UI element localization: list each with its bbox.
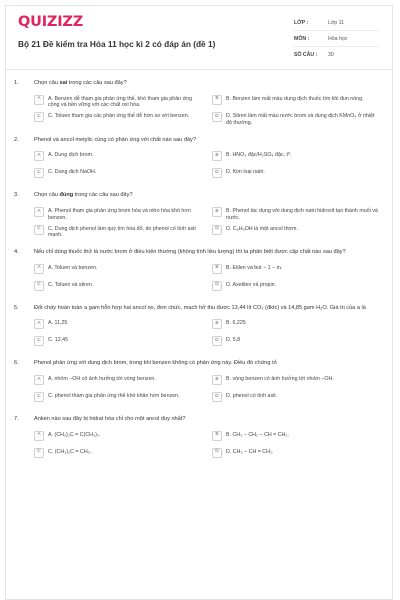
option-checkbox[interactable]: B (212, 264, 222, 274)
answer-option[interactable] (212, 281, 380, 295)
option-text: B. Benzen làm mất màu dung dịch thuốc tím khi đun nóng. (226, 95, 364, 102)
option-text: B. Phenol tác dụng với dung dịch natri hidroxit tạo thành muối và nước. (226, 207, 378, 221)
question-text-part: Anken nào sau đây bị hidrat hóa chỉ cho một ancol duy nhất? (34, 415, 186, 422)
question-header (14, 360, 380, 368)
question-text (34, 305, 380, 313)
answer-option[interactable] (212, 168, 380, 182)
option-checkbox[interactable]: C (34, 336, 44, 346)
option-text: B. HNO₃ đặc/H₂SO₄ đặc, t⁰. (226, 152, 292, 159)
answer-option[interactable] (34, 431, 202, 445)
option-text: C. Toluen tham gia các phản ứng thế dễ hơn so với benzen. (48, 113, 190, 120)
option-checkbox[interactable]: A (34, 264, 44, 274)
option-checkbox[interactable]: D (212, 112, 222, 122)
option-text: D. 5,8 (226, 337, 241, 344)
option-checkbox[interactable]: C (34, 281, 44, 291)
question-emphasis: đúng (59, 192, 74, 199)
meta-row-subject (294, 31, 378, 47)
option-checkbox[interactable]: D (212, 336, 222, 346)
option-text: C. Dung dịch NaOH. (48, 169, 97, 176)
answer-option[interactable] (212, 431, 380, 445)
meta-value: Hóa học (328, 35, 348, 42)
question-text-part: Chọn câu (34, 80, 60, 86)
meta-value: Lớp 11 (328, 19, 344, 26)
option-checkbox[interactable]: D (212, 168, 222, 178)
question-number: 3. (14, 192, 19, 199)
option-text: C. Toluen và stiren. (48, 281, 94, 288)
option-text: B. Etilen và but − 1 − in. (226, 264, 283, 271)
question-item (14, 192, 380, 239)
option-text: D. Stiren làm mất màu nước brom và dung dịch KMnO₄ ở nhiệt độ thường. (226, 113, 375, 126)
question-item (14, 249, 380, 295)
question-text-part: trong các câu sau đây? (73, 192, 133, 199)
question-text (34, 416, 380, 424)
answer-option[interactable] (212, 336, 380, 350)
option-text: A. Dung dịch brom. (48, 152, 94, 159)
option-text: C. Dung dịch phenol làm quỳ tím hóa đỏ, do phenol có tính axit mạnh. (48, 225, 196, 239)
option-checkbox[interactable]: D (212, 281, 222, 291)
answer-options (14, 319, 380, 350)
option-checkbox[interactable]: B (212, 319, 222, 329)
answer-option[interactable] (34, 112, 202, 127)
question-header (14, 80, 380, 88)
worksheet-title: Bộ 21 Đề kiểm tra Hóa 11 học kì 2 có đáp án (đề 1) (18, 39, 216, 49)
meta-value: 30 (328, 52, 334, 58)
option-text: A. Phenol tham gia phản ứng brom hóa và nitro hóa khó hơn benzen. (48, 207, 191, 221)
question-emphasis: sai (59, 80, 68, 86)
option-checkbox[interactable]: C (34, 225, 44, 235)
answer-options (14, 95, 380, 127)
answer-option[interactable] (34, 336, 202, 350)
option-text: A. nhóm −OH có ảnh hưởng tới vòng benzen. (48, 375, 156, 382)
option-text: C. 12,45 (48, 337, 69, 344)
option-text: C. (CH₃)₂C = CH₂. (48, 448, 92, 455)
question-number: 6. (14, 360, 19, 367)
option-checkbox[interactable]: D (212, 392, 222, 402)
option-checkbox[interactable]: A (34, 95, 44, 105)
answer-options (14, 431, 380, 462)
option-text: A. Benzen dễ tham gia phản ứng thế, khó tham gia phản ứng cộng và bền vững với các chất oxi hóa. (48, 95, 193, 109)
answer-option[interactable] (34, 319, 202, 333)
meta-label: LỚP : (294, 19, 309, 26)
meta-table (294, 15, 378, 63)
answer-option[interactable] (212, 264, 380, 278)
option-checkbox[interactable]: D (212, 225, 222, 235)
option-checkbox[interactable]: C (34, 448, 44, 458)
option-checkbox[interactable]: A (34, 431, 44, 441)
option-checkbox[interactable]: C (34, 168, 44, 178)
option-checkbox[interactable]: B (212, 207, 222, 217)
question-header (14, 192, 380, 200)
worksheet-header (6, 6, 392, 70)
answer-option[interactable] (212, 95, 380, 110)
question-text (34, 80, 380, 88)
question-text (34, 249, 380, 257)
question-header (14, 416, 380, 424)
answer-option[interactable] (34, 151, 202, 165)
option-checkbox[interactable]: B (212, 151, 222, 161)
question-header (14, 305, 380, 313)
answer-option[interactable] (212, 375, 380, 389)
answer-option[interactable] (212, 151, 380, 165)
option-text: B. vòng benzen có ảnh hưởng tới nhóm −OH. (226, 375, 334, 382)
worksheet-page (5, 5, 393, 600)
option-text: B. CH₃ − CH₂ − CH = CH₂. (226, 431, 289, 438)
answer-option[interactable] (212, 392, 380, 406)
question-number: 1. (14, 80, 19, 86)
option-checkbox[interactable]: A (34, 319, 44, 329)
answer-option[interactable] (212, 112, 380, 127)
question-item (14, 416, 380, 462)
answer-option[interactable] (34, 281, 202, 295)
meta-label: MÔN : (294, 35, 310, 42)
option-text: A. Toluen và benzen. (48, 264, 98, 271)
question-text (34, 137, 380, 145)
question-text-part: trong các câu sau đây? (67, 80, 127, 86)
meta-label: SỐ CÂU : (294, 52, 318, 58)
option-checkbox[interactable]: A (34, 151, 44, 161)
question-item (14, 80, 380, 127)
option-text: C. phenol tham gia phản ứng thế khó khăn hơn benzen. (48, 392, 180, 399)
question-text-part: Phenol phản ứng với dung dịch brom, trong khi benzen không có phản ứng này. Điều đó chứng tỏ (34, 360, 277, 367)
question-number: 2. (14, 136, 19, 143)
question-text (34, 360, 380, 368)
option-checkbox[interactable]: A (34, 375, 44, 385)
option-text: A. 11,25 (48, 320, 68, 327)
answer-option[interactable] (212, 319, 380, 333)
question-item (14, 360, 380, 406)
question-list (6, 70, 392, 462)
question-number: 4. (14, 249, 19, 256)
question-header (14, 137, 380, 145)
option-text: D. Kim loại natri. (226, 169, 265, 176)
question-text-part: Đốt cháy hoàn toàn a gam hỗn hợp hai ancol no, đơn chức, mạch hở thu được 13,44 lít CO₂ (đktc) và 14,85 gam H₂O. Giá trị của a là (34, 304, 366, 311)
option-checkbox[interactable]: C (34, 112, 44, 122)
option-checkbox[interactable]: C (34, 392, 44, 402)
answer-option[interactable] (34, 168, 202, 182)
meta-row-count (294, 47, 378, 63)
answer-option[interactable] (34, 392, 202, 406)
answer-option[interactable] (34, 448, 202, 462)
question-number: 5. (14, 304, 19, 311)
question-header (14, 249, 380, 257)
question-item (14, 305, 380, 351)
question-item (14, 137, 380, 183)
answer-option[interactable] (34, 375, 202, 389)
answer-option[interactable] (34, 95, 202, 110)
option-checkbox[interactable]: B (212, 95, 222, 105)
option-text: D. CH₃ − CH = CH₂. (226, 448, 274, 455)
answer-options (14, 151, 380, 182)
answer-option[interactable] (34, 207, 202, 222)
answer-options (14, 207, 380, 239)
answer-option[interactable] (212, 207, 380, 222)
option-checkbox[interactable]: B (212, 431, 222, 441)
answer-option[interactable] (34, 264, 202, 278)
option-text: B. 6,225 (226, 320, 246, 327)
option-checkbox[interactable]: D (212, 448, 222, 458)
question-number: 7. (14, 415, 19, 422)
question-text-part: Nếu chỉ dùng thuốc thử là nước brom ở điều kiện thường (không tính liều lượng) thì ta phân biệt được cặp chất nào sau đây? (34, 249, 346, 256)
answer-option[interactable] (212, 225, 380, 240)
option-text: D. phenol có tính axit. (226, 392, 278, 399)
option-text: D. Axetilen và propin. (226, 281, 277, 288)
option-text: A. (CH₃)₂C = C(CH₃)₂. (48, 431, 101, 438)
answer-options (14, 375, 380, 406)
quizizz-logo: QUIZIZZ (18, 14, 84, 30)
answer-option[interactable] (212, 448, 380, 462)
question-text-part: Phenol và ancol metylic cùng có phản ứng với chất nào sau đây? (34, 136, 196, 143)
option-checkbox[interactable]: A (34, 207, 44, 217)
answer-options (14, 264, 380, 295)
option-text: D. C₆H₅OH là một ancol thơm. (226, 225, 298, 232)
meta-row-class (294, 15, 378, 31)
question-text (34, 192, 380, 200)
question-text-part: Chọn câu (34, 192, 60, 199)
answer-option[interactable] (34, 225, 202, 240)
option-checkbox[interactable]: B (212, 375, 222, 385)
